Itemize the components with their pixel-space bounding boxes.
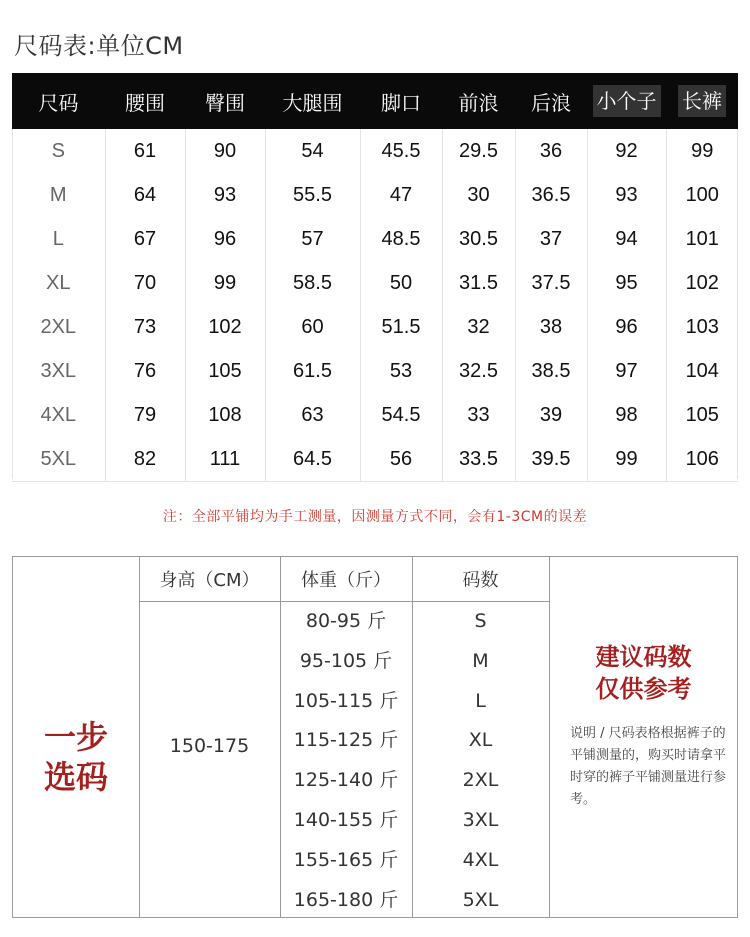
measurement-cell: 29.5 (442, 129, 515, 173)
size-code-item: M (472, 649, 489, 672)
size-code-item: S (474, 610, 487, 632)
measurement-cell: 31.5 (442, 261, 515, 305)
divider (549, 557, 550, 917)
size-cell: M (12, 173, 105, 217)
measurement-cell: 98 (587, 393, 666, 437)
measurement-cell: 56 (360, 437, 442, 482)
measurement-cell: 64 (105, 173, 185, 217)
one-step-line2: 选码 (43, 758, 108, 796)
advice-description: 说明 / 尺码表格根据裤子的平铺测量的，购买时请拿平时穿的裤子平铺测量进行参考。 (570, 726, 727, 807)
measurement-cell: 45.5 (360, 129, 442, 173)
weight-range-item: 80-95 斤 (305, 610, 387, 632)
measurement-note: 注：全部平铺均为手工测量，因测量方式不同，会有1-3CM的误差 (162, 509, 588, 525)
measurement-cell: 70 (105, 261, 185, 305)
header-height: 身高（CM） (159, 570, 260, 591)
measurement-cell: 48.5 (360, 217, 442, 261)
one-step-label (13, 717, 139, 797)
header-thigh: 大腿围 (265, 73, 360, 129)
measurement-cell: 61 (105, 129, 185, 173)
header-petite (587, 73, 666, 129)
measurement-cell: 105 (185, 349, 265, 393)
size-cell: 3XL (12, 349, 105, 393)
measurement-cell: 36 (515, 129, 587, 173)
measurement-cell: 94 (587, 217, 666, 261)
measurement-cell: 37.5 (515, 261, 587, 305)
measurement-cell: 104 (685, 359, 719, 382)
header-size: 尺码 (12, 73, 105, 129)
measurement-cell: 57 (265, 217, 360, 261)
size-selection-box (12, 556, 738, 918)
weight-range-item: 95-105 斤 (299, 649, 393, 672)
measurement-cell: 30 (442, 173, 515, 217)
header-waist: 腰围 (105, 73, 185, 129)
table-row (12, 305, 738, 349)
measurement-cell: 92 (587, 129, 666, 173)
size-chart-table (12, 73, 738, 482)
header-weight: 体重（斤） (301, 570, 391, 591)
measurement-cell: 64.5 (265, 437, 360, 482)
size-cell: L (12, 217, 105, 261)
measurement-cell: 97 (587, 349, 666, 393)
measurement-cell: 51.5 (360, 305, 442, 349)
measurement-cell: 93 (185, 173, 265, 217)
size-code-item: 3XL (462, 808, 499, 831)
table-row (12, 173, 738, 217)
measurement-cell: 100 (685, 183, 719, 206)
measurement-cell: 30.5 (442, 217, 515, 261)
measurement-cell: 38 (515, 305, 587, 349)
measurement-cell: 99 (587, 437, 666, 482)
advice-title-line1: 建议码数 (595, 643, 692, 671)
table-row (12, 437, 738, 482)
size-cell: 5XL (12, 437, 105, 482)
measurement-cell: 79 (105, 393, 185, 437)
size-code-item: 4XL (462, 848, 499, 871)
measurement-cell: 47 (360, 173, 442, 217)
page-title: 尺码表:单位CM (14, 32, 184, 60)
size-code-item: XL (468, 729, 493, 752)
header-back-rise: 后浪 (515, 73, 587, 129)
measurement-cell: 39.5 (515, 437, 587, 482)
measurement-cell: 73 (105, 305, 185, 349)
weight-range-item: 165-180 斤 (293, 888, 399, 911)
table-row (12, 129, 738, 173)
measurement-cell: 96 (185, 217, 265, 261)
measurement-cell: 111 (185, 437, 265, 482)
measurement-cell: 63 (265, 393, 360, 437)
measurement-cell: 90 (185, 129, 265, 173)
measurement-cell: 82 (105, 437, 185, 482)
header-leg-opening: 脚口 (360, 73, 442, 129)
size-cell: S (12, 129, 105, 173)
size-cell: 4XL (12, 393, 105, 437)
weight-list (280, 601, 412, 919)
measurement-cell: 58.5 (265, 261, 360, 305)
table-row (12, 217, 738, 261)
advice-title-line2: 仅供参考 (595, 675, 692, 703)
weight-range-item: 115-125 斤 (293, 729, 399, 752)
height-range: 150-175 (169, 735, 250, 757)
measurement-cell: 61.5 (265, 349, 360, 393)
size-code-item: L (475, 689, 486, 712)
measurement-cell: 108 (185, 393, 265, 437)
measurement-cell: 33.5 (442, 437, 515, 482)
measurement-cell: 95 (587, 261, 666, 305)
measurement-cell: 76 (105, 349, 185, 393)
measurement-cell: 99 (691, 139, 714, 162)
table-row (12, 393, 738, 437)
measurement-cell: 53 (360, 349, 442, 393)
measurement-cell: 60 (265, 305, 360, 349)
one-step-line1: 一步 (43, 718, 108, 756)
measurement-cell: 36.5 (515, 173, 587, 217)
header-front-rise: 前浪 (442, 73, 515, 129)
measurement-cell: 99 (185, 261, 265, 305)
measurement-cell: 93 (587, 173, 666, 217)
measurement-cell: 101 (685, 227, 719, 250)
measurement-cell: 96 (587, 305, 666, 349)
measurement-cell: 67 (105, 217, 185, 261)
measurement-cell: 50 (360, 261, 442, 305)
measurement-cell: 102 (185, 305, 265, 349)
table-row (12, 261, 738, 305)
size-cell: 2XL (12, 305, 105, 349)
weight-range-item: 140-155 斤 (293, 808, 399, 831)
size-code-list (412, 601, 549, 919)
header-size-code: 码数 (462, 570, 499, 591)
advice-title (550, 641, 737, 705)
measurement-cell: 54.5 (360, 393, 442, 437)
weight-range-item: 125-140 斤 (293, 769, 399, 792)
weight-range-item: 155-165 斤 (293, 848, 399, 871)
measurement-cell: 105 (685, 403, 719, 426)
measurement-cell: 33 (442, 393, 515, 437)
size-code-item: 5XL (462, 888, 499, 911)
table-row (12, 349, 738, 393)
measurement-cell: 106 (666, 437, 738, 482)
measurement-cell: 38.5 (515, 349, 587, 393)
header-long-label: 长裤 (678, 85, 726, 117)
header-long (666, 73, 738, 129)
measurement-cell: 55.5 (265, 173, 360, 217)
measurement-cell: 103 (685, 315, 719, 338)
weight-range-item: 105-115 斤 (293, 689, 399, 712)
measurement-cell: 37 (515, 217, 587, 261)
measurement-cell: 39 (515, 393, 587, 437)
measurement-cell: 54 (265, 129, 360, 173)
size-chart-header-row (12, 73, 738, 129)
measurement-cell: 102 (685, 271, 719, 294)
size-cell: XL (12, 261, 105, 305)
header-petite-label: 小个子 (593, 85, 661, 117)
measurement-cell: 32 (442, 305, 515, 349)
size-code-item: 2XL (462, 769, 499, 792)
header-hip: 臀围 (185, 73, 265, 129)
measurement-cell: 32.5 (442, 349, 515, 393)
